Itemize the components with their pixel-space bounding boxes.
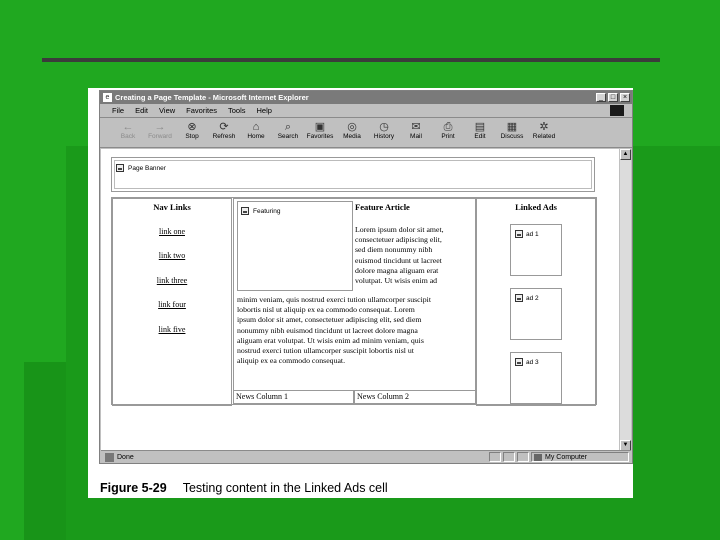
nav-links-cell: [112, 198, 232, 406]
menu-edit[interactable]: Edit: [135, 106, 149, 115]
status-segment: [489, 452, 501, 462]
status-bar: [101, 450, 631, 463]
toolbar-label: Discuss: [500, 133, 524, 140]
ad-3-image[interactable]: [510, 352, 562, 404]
computer-icon: [534, 454, 542, 461]
history-button[interactable]: [368, 121, 400, 140]
background-block: [24, 362, 66, 540]
nav-link-three[interactable]: link three: [156, 276, 188, 285]
menu-tools[interactable]: Tools: [228, 106, 246, 115]
toolbar-label: Edit: [474, 133, 486, 140]
stop-icon: ⊗: [187, 121, 197, 133]
toolbar-label: Media: [343, 133, 361, 140]
ad-1-label: ad 1: [526, 230, 539, 238]
media-button[interactable]: [336, 121, 368, 140]
article-line: Lorem ipsum dolor sit amet,: [355, 225, 444, 234]
ad-label-wrap: [515, 294, 539, 302]
article-line: lobortis nisl ut aliquip ex ea commodo consequat. Lorem: [237, 305, 415, 315]
title-rule: [42, 58, 660, 62]
edit-button[interactable]: [464, 121, 496, 140]
scroll-up-button[interactable]: ▲: [620, 149, 631, 160]
mail-icon: ✉: [411, 121, 421, 133]
image-placeholder-icon: [241, 207, 249, 215]
featuring-label-wrap: [241, 207, 280, 215]
article-line: aliquip ex ea commodo consequat.: [237, 356, 346, 366]
figure-caption: [100, 481, 388, 495]
article-line: aliguam erat volutpat. Ut wisis enim ad minim veniam, quis: [237, 335, 424, 345]
toolbar-label: Home: [247, 133, 265, 140]
toolbar-label: Favorites: [306, 133, 334, 140]
standard-toolbar: [100, 118, 632, 148]
media-icon: ◎: [347, 121, 357, 133]
article-line: sed diem nonummy nibh: [355, 245, 433, 255]
news-column-1: News Column 1: [233, 390, 354, 404]
history-icon: ◷: [379, 121, 389, 133]
toolbar-label: Search: [277, 133, 299, 140]
nav-link-five[interactable]: link five: [158, 325, 186, 334]
page-content: [101, 149, 619, 451]
toolbar-label: Stop: [185, 133, 199, 140]
menu-bar: [100, 104, 632, 118]
search-button[interactable]: [272, 121, 304, 140]
toolbar-label: Related: [532, 133, 556, 140]
ad-label-wrap: [515, 358, 539, 366]
linked-ads-heading: Linked Ads: [515, 202, 557, 212]
toolbar-label: Back: [120, 133, 136, 140]
windows-logo-icon: [610, 105, 624, 116]
favorites-icon: ▣: [314, 121, 326, 133]
article-line: ipsum dolor sit amet, consectetuer adipiscing elit, sed diem: [237, 315, 422, 325]
toolbar-label: Forward: [148, 133, 172, 140]
security-zone: [531, 452, 629, 462]
image-placeholder-icon: [515, 294, 523, 302]
edit-icon: ▤: [474, 121, 486, 133]
article-line: consectetuer adipiscing elit,: [355, 235, 442, 245]
ad-label-wrap: [515, 230, 539, 238]
security-zone-label: My Computer: [545, 453, 588, 461]
ad-1-image[interactable]: [510, 224, 562, 276]
related-icon: ✲: [539, 121, 549, 133]
nav-link-two[interactable]: link two: [158, 251, 186, 260]
print-icon: ⎙: [443, 121, 453, 133]
menu-favorites[interactable]: Favorites: [186, 106, 217, 115]
news-column-2: News Column 2: [354, 390, 476, 404]
featuring-image: [237, 201, 353, 291]
layout-table: [111, 197, 597, 405]
figure-caption-text: Testing content in the Linked Ads cell: [182, 481, 388, 495]
home-button[interactable]: [240, 121, 272, 140]
article-line: dolore magna aliguam erat: [355, 265, 439, 275]
status-segment: [517, 452, 529, 462]
nav-links-heading: Nav Links: [153, 202, 191, 212]
back-button[interactable]: [112, 121, 144, 140]
toolbar-label: Mail: [410, 133, 422, 140]
discuss-button[interactable]: [496, 121, 528, 140]
browser-window: [99, 90, 633, 464]
scroll-down-button[interactable]: ▼: [620, 440, 631, 451]
linked-ads-cell: [476, 198, 596, 406]
page-banner-image: [114, 160, 592, 189]
close-button[interactable]: ×: [620, 93, 630, 102]
vertical-scrollbar[interactable]: [620, 149, 631, 451]
nav-link-four[interactable]: link four: [158, 300, 186, 309]
toolbar-label: Refresh: [212, 133, 236, 140]
print-button[interactable]: [432, 121, 464, 140]
page-icon: [105, 453, 114, 462]
article-line: volutpat. Ut wisis enim ad: [355, 276, 438, 286]
minimize-button[interactable]: _: [596, 93, 606, 102]
feature-article-heading: Feature Article: [355, 202, 410, 212]
menu-file[interactable]: File: [112, 106, 125, 115]
article-line: minim veniam, quis nostrud exerci tution ullamcorper suscipit: [237, 295, 432, 304]
feature-article-cell: [233, 198, 476, 391]
favorites-button[interactable]: [304, 121, 336, 140]
refresh-icon: ⟳: [219, 121, 229, 133]
page-banner-label-wrap: [116, 164, 166, 172]
refresh-button[interactable]: [208, 121, 240, 140]
title-bar: [100, 91, 632, 104]
article-line: euismod tincidunt ut lacreet: [355, 255, 442, 265]
menu-view[interactable]: View: [159, 106, 176, 115]
forward-button[interactable]: [144, 121, 176, 140]
page-banner-label: Page Banner: [128, 164, 166, 172]
window-title: Creating a Page Template - Microsoft Internet Explorer: [115, 93, 309, 102]
discuss-icon: ▦: [506, 121, 518, 133]
status-segment: [503, 452, 515, 462]
image-placeholder-icon: [515, 230, 523, 238]
back-arrow-icon: ←: [122, 121, 134, 133]
maximize-button[interactable]: □: [608, 93, 618, 102]
article-line: nostrud exerci tution ullamcorper suscipit lobortis nisl ut: [237, 346, 414, 356]
image-placeholder-icon: [515, 358, 523, 366]
forward-arrow-icon: →: [154, 121, 166, 133]
image-placeholder-icon: [116, 164, 124, 172]
stop-button[interactable]: [176, 121, 208, 140]
figure-number: Figure 5-29: [100, 481, 167, 495]
mail-button[interactable]: [400, 121, 432, 140]
toolbar-label: History: [373, 133, 395, 140]
ad-2-image[interactable]: [510, 288, 562, 340]
ad-2-label: ad 2: [526, 294, 539, 302]
menu-help[interactable]: Help: [256, 106, 272, 115]
home-icon: ⌂: [252, 121, 260, 133]
nav-link-one[interactable]: link one: [159, 227, 185, 236]
ie-logo-icon: e: [103, 93, 112, 102]
feature-article-text-right: [355, 225, 473, 286]
related-button[interactable]: [528, 121, 560, 140]
ad-3-label: ad 3: [526, 358, 539, 366]
status-text: Done: [117, 453, 134, 461]
search-icon: ⌕: [284, 121, 292, 133]
featuring-label: Featuring: [253, 207, 281, 215]
feature-article-text: [237, 295, 475, 366]
page-banner-cell: [111, 157, 595, 192]
article-line: nonummy nibh euismod tincidunt ut lacreet dolore magna: [237, 325, 418, 335]
toolbar-label: Print: [441, 133, 455, 140]
